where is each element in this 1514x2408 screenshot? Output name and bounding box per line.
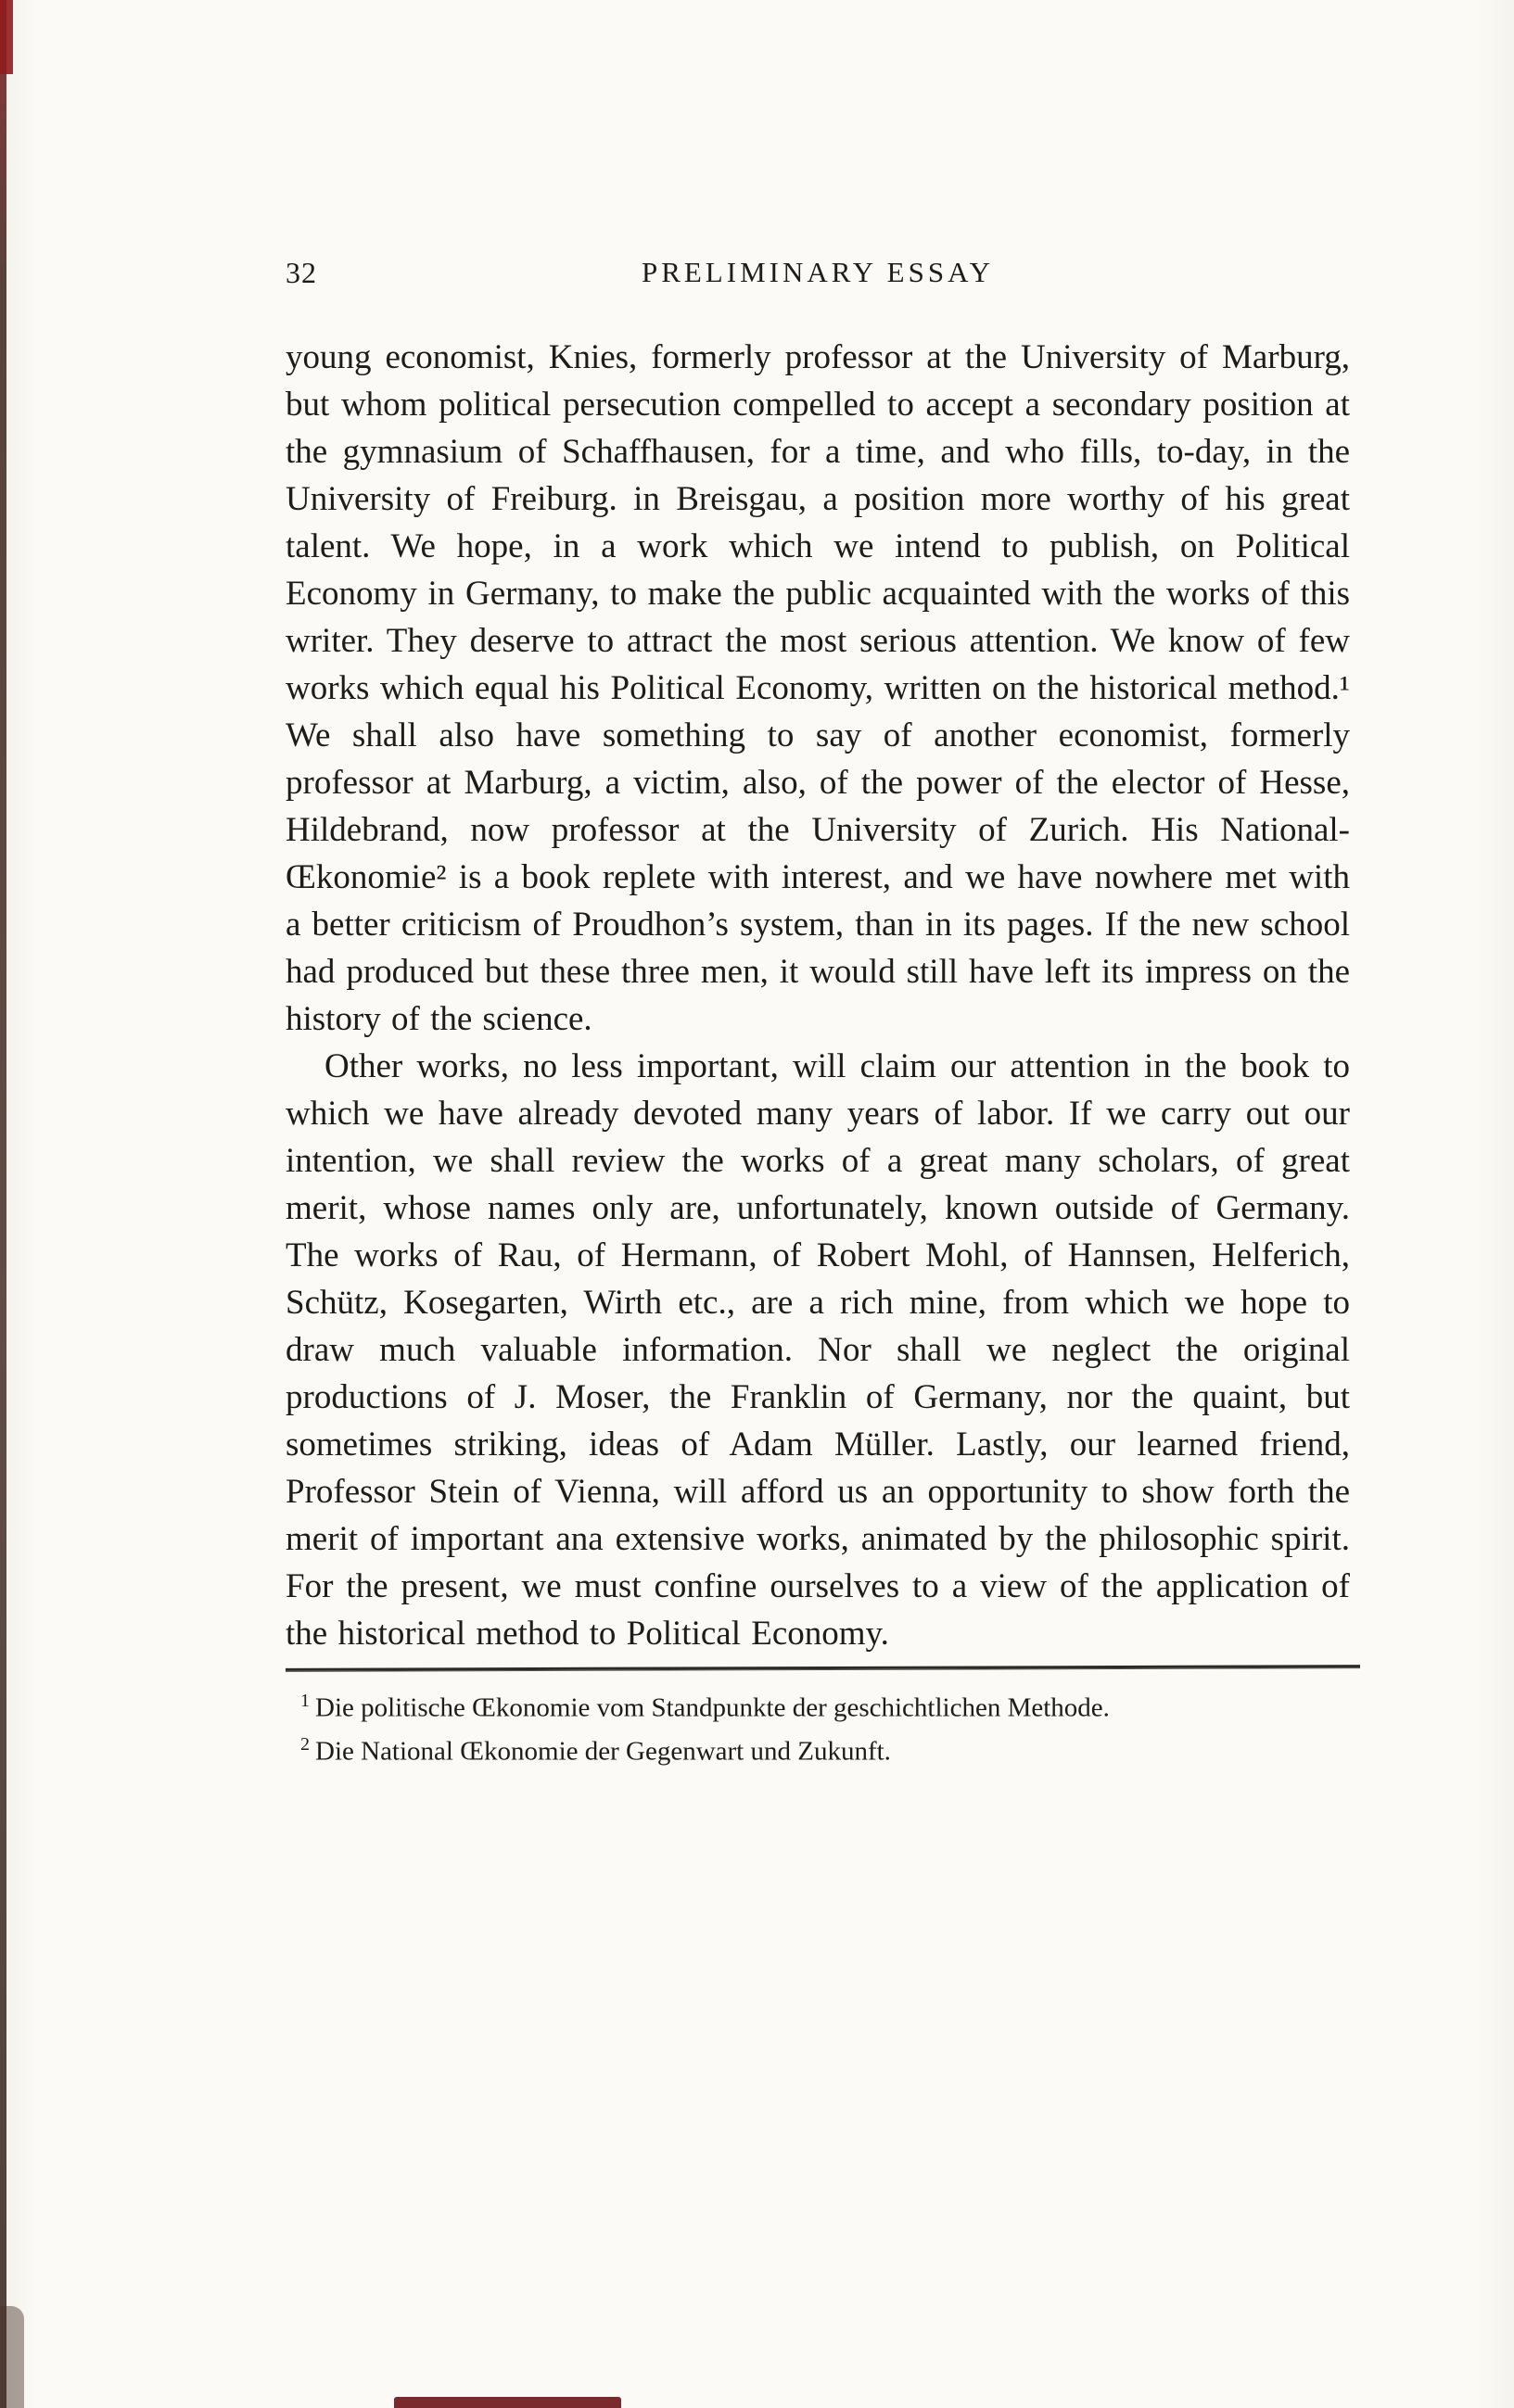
footnote-2-text: Die National Œkonomie der Gegenwart und Zukunft. xyxy=(315,1736,891,1767)
scan-mark-bottom-artifact xyxy=(394,2397,621,2408)
footnote-rule xyxy=(286,1665,1360,1672)
page-header xyxy=(286,256,1350,297)
running-head-title: PRELIMINARY ESSAY xyxy=(641,256,995,288)
footnote-1-marker: 1 xyxy=(300,1691,310,1711)
page-body xyxy=(286,334,1350,1657)
page-number: 32 xyxy=(286,256,317,289)
scan-smudge-bottom-left-artifact xyxy=(0,2306,24,2408)
footnote-1-text: Die politische Œkonomie vom Standpunkte der geschichtlichen Methode. xyxy=(315,1692,1110,1723)
paragraph-1: young economist, Knies, formerly professor at the University of Marburg, but whom political persecution compelled to accept a secondary position at the gymnasium of Schaffhausen, for a time, and who fills, to-day, in the University of Freiburg. in Breisgau, a position more worthy of his great talent. We hope, in a work which we intend to publish, on Political Economy in Germany, to make the public acquainted with the works of this writer. They deserve to attract the most serious attention. We know of few works which equal his Political Economy, written on the historical method.¹ We shall also have something to say of another economist, formerly professor at Marburg, a victim, also, of the power of the elector of Hesse, Hildebrand, now professor at the University of Zurich. His National-Œkonomie² is a book replete with interest, and we have nowhere met with a better criticism of Proudhon’s system, than in its pages. If the new school had produced but these three men, it would still have left its impress on the history of the science. xyxy=(286,338,1350,1038)
scan-edge-left-artifact xyxy=(0,0,6,2408)
footnote-2-marker: 2 xyxy=(300,1733,310,1755)
footnote-1 xyxy=(286,1683,1350,1727)
paragraph-2: Other works, no less important, will claim our attention in the book to which we have already devoted many years of labor. If we carry out our intention, we shall review the works of a great many scholars, of great merit, whose names only are, unfortunately, known outside of Germany. The works of Rau, of Hermann, of Robert Mohl, of Hannsen, Helferich, Schütz, Kosegarten, Wirth etc., are a rich mine, from which we hope to draw much valuable information. Nor shall we neglect the original productions of J. Moser, the Franklin of Germany, nor the quaint, but sometimes striking, ideas of Adam Müller. Lastly, our learned friend, Professor Stein of Vienna, will afford us an opportunity to show forth the merit of important ana extensive works, animated by the philosophic spirit. For the present, we must confine ourselves to a view of the application of the historical method to Political Economy. xyxy=(286,1047,1350,1653)
scan-corner-top-artifact xyxy=(0,0,13,74)
footnote-2 xyxy=(286,1727,1350,1770)
text-block xyxy=(286,256,1350,1769)
footnotes-section xyxy=(286,1667,1350,1769)
